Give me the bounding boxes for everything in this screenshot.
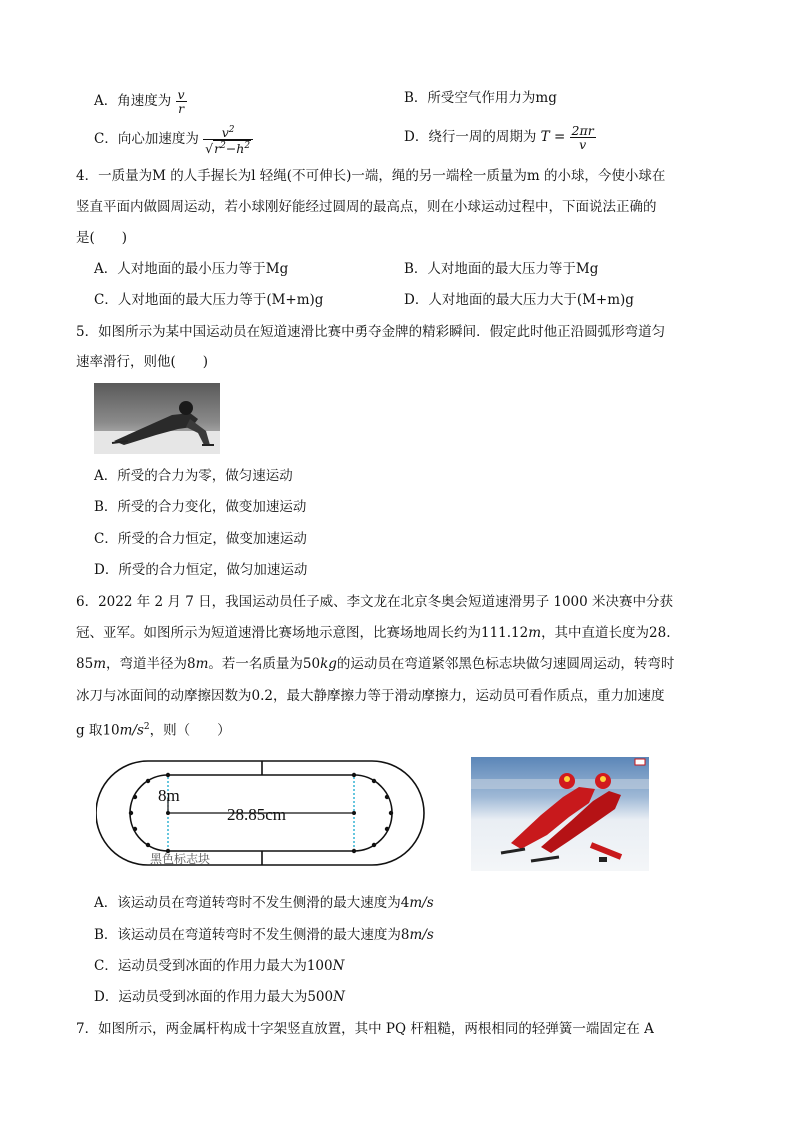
q6-option-a <box>94 893 434 913</box>
q6-line5-unit: m/s <box>119 722 144 739</box>
q6-option-d-unit: N <box>333 989 345 1005</box>
q5-skater-photo <box>94 383 220 454</box>
q3-option-c-den: $√r^2-h^2$ <box>203 139 253 155</box>
q6-line3-d: 的运动员在弯道紧邻黑色标志块做匀速圆周运动，转弯时 <box>336 656 675 672</box>
q6-option-d-text: D．运动员受到冰面的作用力最大为 <box>94 989 308 1005</box>
q6-stem-line2 <box>76 623 671 643</box>
q3-option-a-fraction <box>176 88 187 115</box>
q5-stem-line2: 速率滑行，则他( ) <box>76 354 209 370</box>
q4-stem-line2: 竖直平面内做圆周运动，若小球刚好能经过圆周的最高点，则在小球运动过程中，下面说法正确的 <box>76 199 657 215</box>
q6-option-d <box>94 987 345 1007</box>
q3-option-d <box>404 124 596 151</box>
q3-option-c-num-v: v <box>221 125 229 141</box>
q3-option-d-T: T <box>540 129 550 145</box>
radius-label: 8m <box>158 786 180 805</box>
q6-option-a-value: 4 <box>400 895 410 911</box>
q4-option-d: D．人对地面的最大压力大于(M+m)g <box>404 292 634 308</box>
q6-line5-exp: 2 <box>143 722 150 732</box>
q6-line2-unit: m <box>528 625 542 641</box>
q7-stem-line1: 7．如图所示，两金属杆构成十字架竖直放置，其中 PQ 杆粗糙，两根相同的轻弹簧一端固定在 A <box>76 1021 654 1037</box>
q6-track-diagram-svg <box>96 757 426 869</box>
q5-stem-line1: 5．如图所示为某中国运动员在短道速滑比赛中勇夺金牌的精彩瞬间．假定此时他正沿圆弧形弯道匀 <box>76 324 666 340</box>
q5-option-d: D．所受的合力恒定，做匀加速运动 <box>94 562 308 578</box>
length-label: 28.85cm <box>227 805 287 824</box>
q3-option-c-den-r: r <box>214 141 221 157</box>
q6-line3-b: ，弯道半径为 <box>106 656 187 672</box>
q3-option-c-num-exp: 2 <box>228 125 235 135</box>
left-center-dot <box>166 811 170 815</box>
q6-stem-line3 <box>76 654 674 674</box>
q3-option-d-fraction <box>570 124 596 151</box>
q3-option-c-den-h: −h <box>225 141 245 157</box>
q3-option-c-num <box>203 124 253 139</box>
q3-option-c-den-r-exp: 2 <box>220 141 226 152</box>
q4-stem-line1: 4．一质量为M 的人手握长为l 轻绳(不可伸长)一端，绳的另一端栓一质量为m 的小球，今使小球在 <box>76 168 666 184</box>
q6-stem-line1: 6．2022 年 2 月 7 日，我国运动员任子威、李文龙在北京冬奥会短道速滑男子 1000 米决赛中分获 <box>76 594 674 610</box>
q6-stem-line4: 冰刀与冰面间的动摩擦因数为0.2，最大静摩擦力等于滑动摩擦力，运动员可看作质点，重力加速度 <box>76 688 665 704</box>
marker-label: 黑色标志块 <box>150 852 211 866</box>
q6-option-b-text: B．该运动员在弯道转弯时不发生侧滑的最大速度为 <box>94 927 401 943</box>
q4-option-c: C．人对地面的最大压力等于(M+m)g <box>94 292 324 308</box>
q4-option-b: B．人对地面的最大压力等于Mg <box>404 261 599 277</box>
q6-option-b-unit: m/s <box>409 927 434 943</box>
q3-option-d-den: v <box>570 137 596 151</box>
q5-option-a: A．所受的合力为零，做匀速运动 <box>94 468 293 484</box>
q3-option-c-fraction <box>203 124 253 155</box>
q6-option-c <box>94 956 344 976</box>
q3-option-a-num: v <box>177 87 185 102</box>
q6-line3-value2: 8 <box>187 656 196 672</box>
q3-option-a-den: r <box>176 101 187 115</box>
q6-skaters-photo <box>471 757 649 871</box>
q6-line2-a: 冠、亚军。如图所示为短道速滑比赛场地示意图，比赛场地周长约为 <box>76 625 481 641</box>
q6-option-c-text: C．运动员受到冰面的作用力最大为 <box>94 958 307 974</box>
q3-option-d-num: 2πr <box>571 123 594 138</box>
q3-option-d-text: D．绕行一周的周期为 <box>404 129 537 145</box>
q6-skaters-photo-svg <box>471 757 649 871</box>
q6-line3-c: 。若一名质量为 <box>208 656 303 672</box>
q5-option-b: B．所受的合力变化，做变加速运动 <box>94 499 307 515</box>
q6-option-a-unit: m/s <box>409 895 434 911</box>
q5-option-c: C．所受的合力恒定，做变加速运动 <box>94 531 307 547</box>
q6-line5-value: 10 <box>102 722 120 739</box>
q6-option-b-value: 8 <box>400 927 410 943</box>
q3-option-c <box>94 124 253 155</box>
q6-option-b <box>94 925 434 945</box>
q3-option-a <box>94 88 187 115</box>
q6-line5-a: g 取 <box>76 722 103 739</box>
q6-track-diagram <box>96 757 426 869</box>
q3-option-d-eq: = <box>553 129 566 145</box>
q6-line3-unit2: m <box>195 656 209 672</box>
q4-option-a: A．人对地面的最小压力等于Mg <box>94 261 289 277</box>
q3-option-c-den-h-exp: 2 <box>244 141 251 152</box>
q3-option-c-sqrt <box>213 140 251 156</box>
right-center-dot <box>352 811 356 815</box>
q6-line2-value: 111.12 <box>481 625 529 641</box>
q6-line3-value3: 50 <box>302 656 321 672</box>
q6-option-c-value: 100 <box>306 958 333 974</box>
q6-option-c-unit: N <box>332 958 345 974</box>
q6-line3-a: 85 <box>76 656 94 672</box>
q6-line2-b: ，其中直道长度为28. <box>541 625 671 641</box>
q5-skater-photo-svg <box>94 383 220 454</box>
q3-option-a-text: A．角速度为 <box>94 93 172 109</box>
q3-option-b: B．所受空气作用力为mg <box>404 90 557 106</box>
q6-line3-unit3: kg <box>320 656 337 672</box>
q3-option-c-text: C．向心加速度为 <box>94 131 199 148</box>
q4-stem-line3: 是( ) <box>76 230 128 246</box>
q6-line5-b: ，则（ ） <box>149 722 231 739</box>
q6-option-d-value: 500 <box>307 989 334 1005</box>
q6-stem-line5 <box>76 717 231 741</box>
q6-line3-unit1: m <box>93 656 106 672</box>
q6-option-a-text: A．该运动员在弯道转弯时不发生侧滑的最大速度为 <box>94 895 401 911</box>
